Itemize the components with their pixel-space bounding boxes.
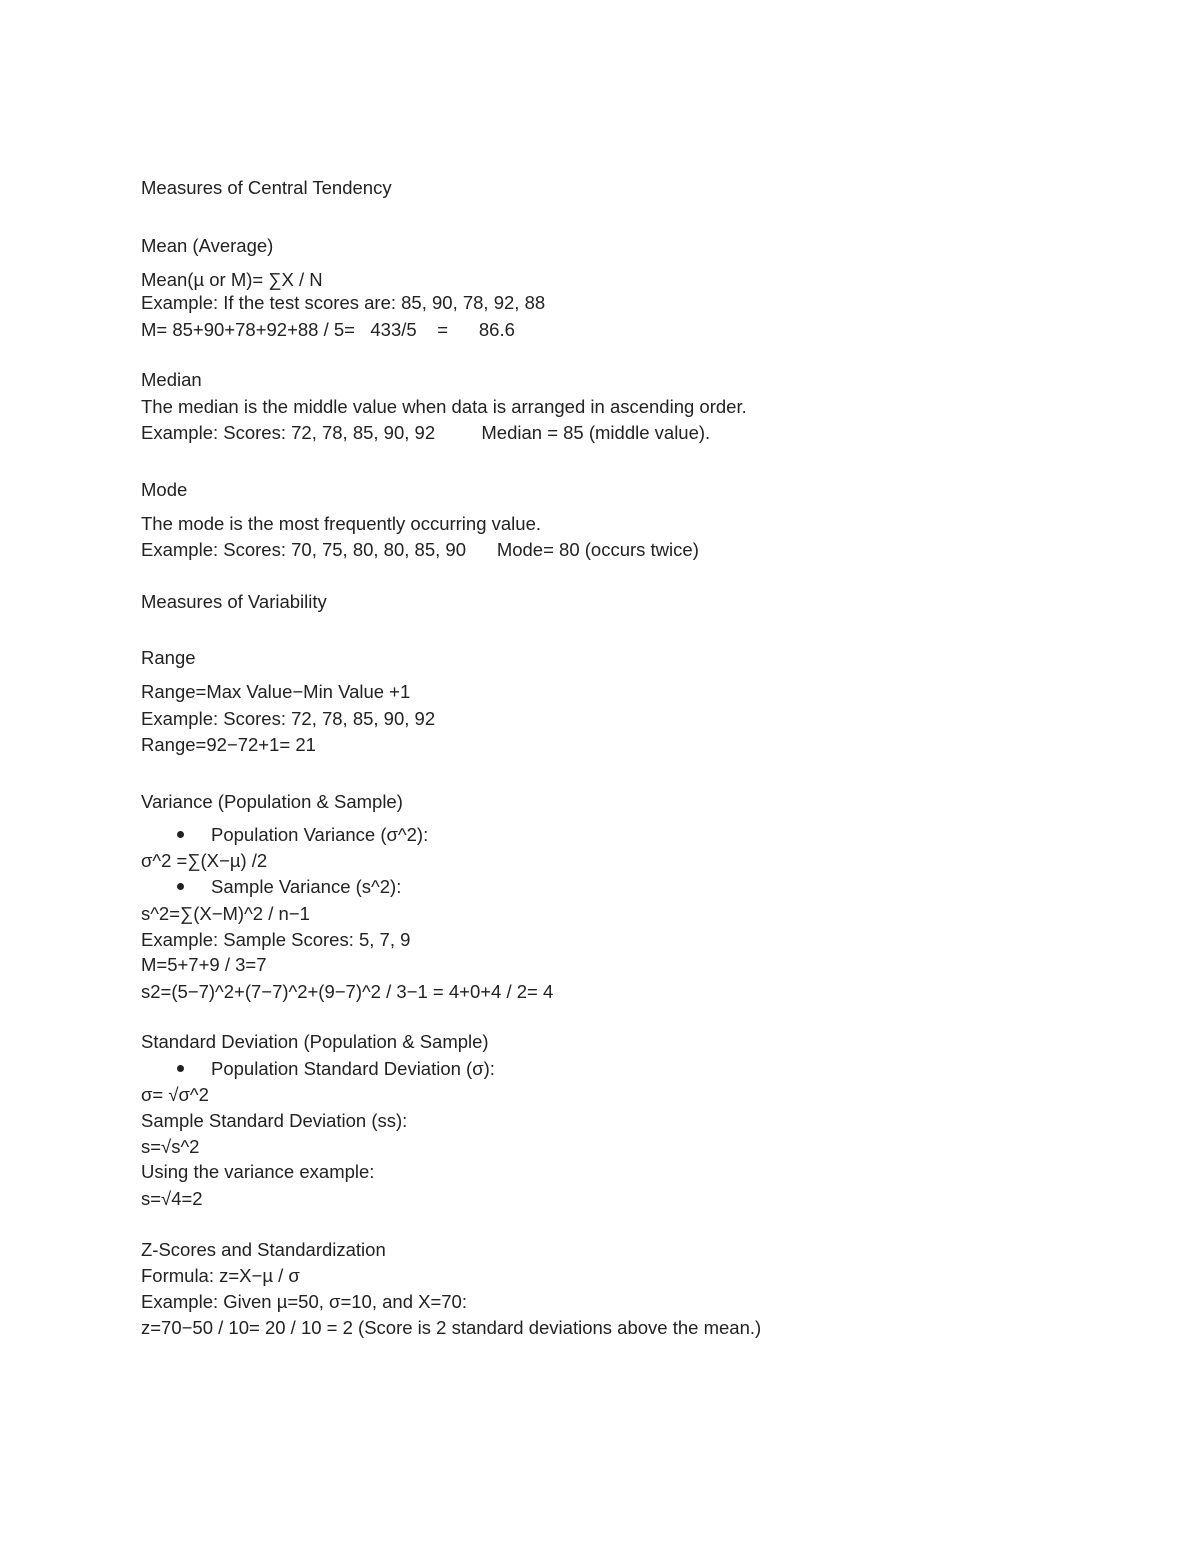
population-sd-label: Population Standard Deviation (σ): — [211, 1058, 495, 1079]
range-title: Range — [141, 647, 196, 668]
mode-definition: The mode is the most frequently occurring value. — [141, 513, 541, 534]
range-calculation: Range=92−72+1= 21 — [141, 734, 316, 755]
median-definition: The median is the middle value when data is arranged in ascending order. — [141, 396, 747, 417]
zscore-formula: Formula: z=X−µ / σ — [141, 1265, 300, 1286]
sample-sd-formula: s=√s^2 — [141, 1136, 200, 1157]
standard-deviation-title: Standard Deviation (Population & Sample) — [141, 1031, 489, 1052]
bullet-icon — [177, 1065, 184, 1072]
variance-mean-calculation: M=5+7+9 / 3=7 — [141, 954, 267, 975]
sample-variance-label: Sample Variance (s^2): — [211, 876, 402, 897]
median-example: Example: Scores: 72, 78, 85, 90, 92 Median = 85 (middle value). — [141, 422, 711, 443]
population-sd-formula: σ= √σ^2 — [141, 1084, 209, 1105]
range-formula: Range=Max Value−Min Value +1 — [141, 681, 411, 702]
mean-example: Example: If the test scores are: 85, 90, 78, 92, 88 — [141, 292, 546, 313]
mean-formula: Mean(µ or M)= ∑X / N — [141, 269, 323, 290]
mode-title: Mode — [141, 479, 188, 500]
population-variance-formula: σ^2 =∑(X−µ) /2 — [141, 850, 268, 871]
sample-sd-label: Sample Standard Deviation (ss): — [141, 1110, 408, 1131]
sd-calculation: s=√4=2 — [141, 1188, 203, 1209]
mean-calculation: M= 85+90+78+92+88 / 5= 433/5 = 86.6 — [141, 319, 515, 340]
range-example: Example: Scores: 72, 78, 85, 90, 92 — [141, 708, 436, 729]
zscore-example: Example: Given µ=50, σ=10, and X=70: — [141, 1291, 467, 1312]
median-title: Median — [141, 369, 202, 390]
central-tendency-heading: Measures of Central Tendency — [141, 177, 392, 198]
variability-heading: Measures of Variability — [141, 591, 327, 612]
variance-title: Variance (Population & Sample) — [141, 791, 403, 812]
variance-example: Example: Sample Scores: 5, 7, 9 — [141, 929, 411, 950]
zscore-calculation: z=70−50 / 10= 20 / 10 = 2 (Score is 2 standard deviations above the mean.) — [141, 1317, 762, 1338]
zscore-title: Z-Scores and Standardization — [141, 1239, 386, 1260]
bullet-icon — [177, 831, 184, 838]
bullet-icon — [177, 883, 184, 890]
sample-variance-formula: s^2=∑(X−M)^2 / n−1 — [141, 903, 310, 924]
population-variance-label: Population Variance (σ^2): — [211, 824, 429, 845]
mode-example: Example: Scores: 70, 75, 80, 80, 85, 90 Mode= 80 (occurs twice) — [141, 539, 699, 560]
mean-title: Mean (Average) — [141, 235, 274, 256]
variance-calculation: s2=(5−7)^2+(7−7)^2+(9−7)^2 / 3−1 = 4+0+4 / 2= 4 — [141, 981, 554, 1002]
sd-using-example: Using the variance example: — [141, 1161, 375, 1182]
